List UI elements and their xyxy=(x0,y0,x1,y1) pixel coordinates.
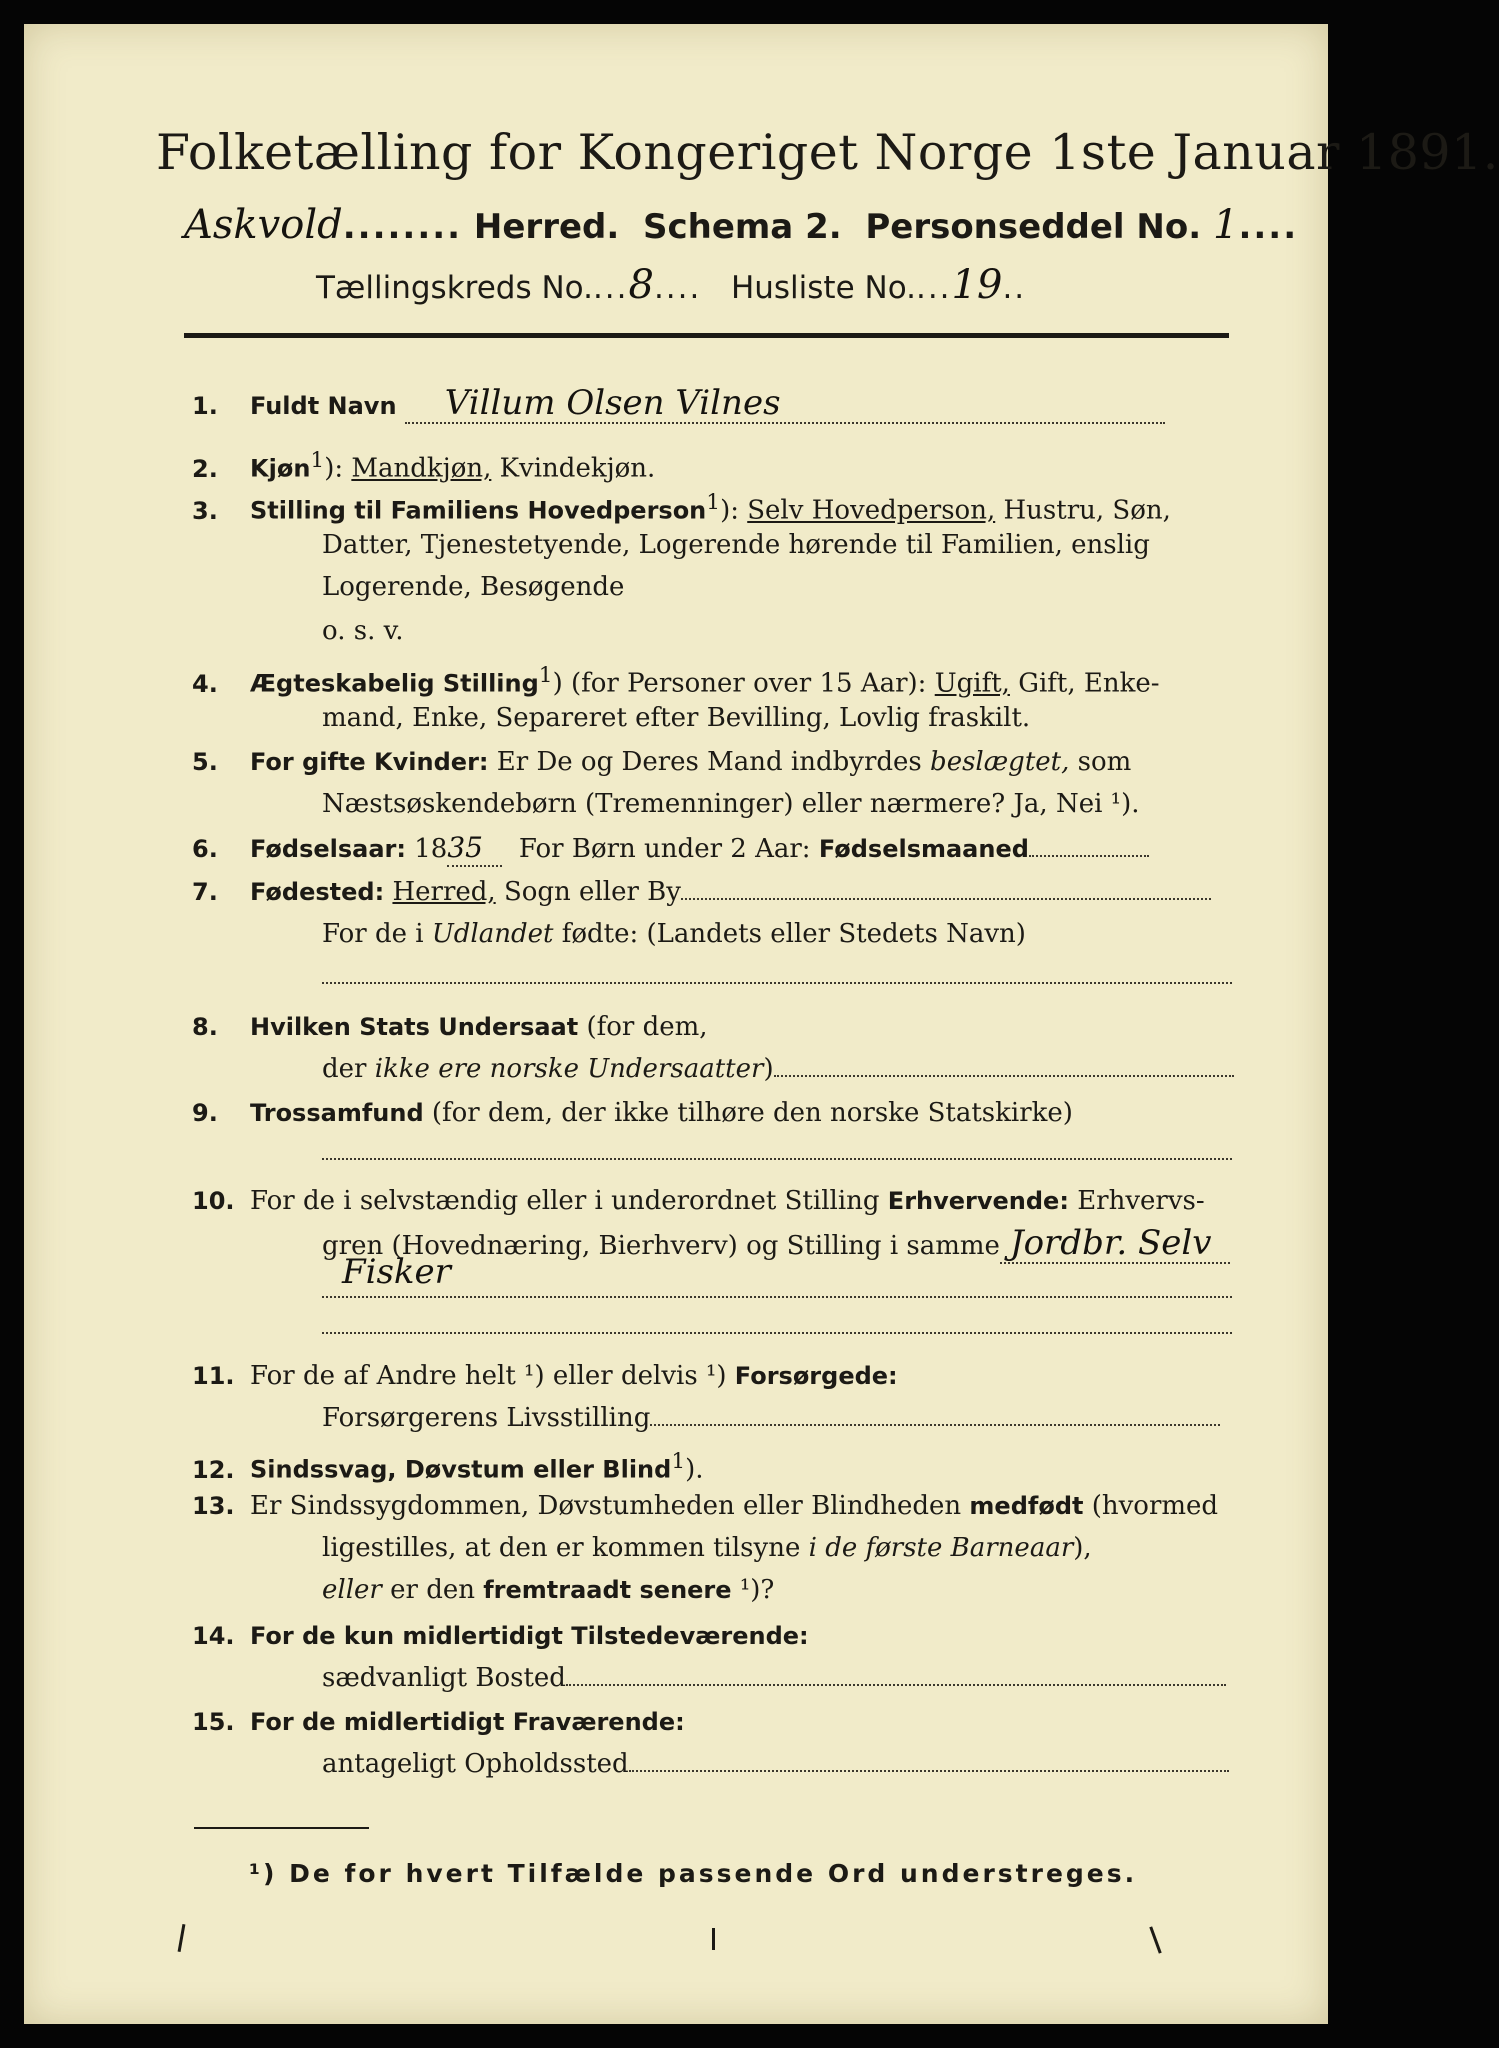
kreds-label: Tællingskreds No. xyxy=(316,270,593,306)
question-9: 9. Trossamfund (for dem, der ikke tilhøre den norske Statskirke) xyxy=(192,1098,1073,1128)
question-6: 6. Fødselsaar: 1835 For Børn under 2 Aar: Fødselsmaaned xyxy=(192,832,1232,867)
q10-secondary-value: Fisker xyxy=(342,1252,451,1292)
q1-label: Fuldt Navn xyxy=(250,392,397,420)
question-7: 7. Fødested: Herred, Sogn eller By xyxy=(192,876,1232,908)
q4-selected-option: Ugift, xyxy=(934,668,1010,699)
question-4: 4. Ægteskabelig Stilling$^1$) (for Personer over 15 Aar): Ugift, Gift, Enke- xyxy=(192,663,1160,699)
binding-mark-center xyxy=(712,1928,715,1950)
personseddel-value: 1 xyxy=(1213,202,1239,248)
form-title: Folketælling for Kongeriget Norge 1ste Januar 1891. xyxy=(156,124,1499,181)
q1-name-value: Villum Olsen Vilnes xyxy=(444,383,781,423)
question-1: 1. Fuldt Navn Villum Olsen Vilnes xyxy=(192,387,1232,424)
q2-selected-option: Mandkjøn, xyxy=(351,453,492,484)
question-15: 15. For de midlertidigt Fraværende: xyxy=(192,1708,685,1736)
personseddel-label: Personseddel No. xyxy=(865,207,1202,247)
question-5: 5. For gifte Kvinder: Er De og Deres Mand indbyrdes beslægtet, som xyxy=(192,747,1132,777)
kreds-value: 8 xyxy=(628,262,654,308)
header-line-kreds: Tællingskreds No....8.... Husliste No....19.. xyxy=(316,262,1027,308)
question-2: 2. Kjøn$^1$): Mandkjøn, Kvindekjøn. xyxy=(192,448,656,484)
question-14: 14. For de kun midlertidigt Tilstedeværende: xyxy=(192,1622,809,1650)
q7-selected-option: Herred, xyxy=(392,877,496,907)
header-divider xyxy=(184,333,1229,338)
question-3: 3. Stilling til Familiens Hovedperson$^1$): Selv Hovedperson, Hustru, Søn, xyxy=(192,490,1171,526)
footnote: ¹) De for hvert Tilfælde passende Ord understreges. xyxy=(249,1859,1138,1888)
question-11: 11. For de af Andre helt ¹) eller delvis ¹) Forsørgede: xyxy=(192,1361,898,1391)
q6-year-value: 35 xyxy=(447,831,483,864)
question-10: 10. For de i selvstændig eller i underordnet Stilling Erhvervende: Erhvervs- xyxy=(192,1186,1205,1216)
husliste-value: 19 xyxy=(951,262,1003,308)
schema-label: Schema 2. xyxy=(642,207,842,247)
question-12: 12. Sindssvag, Døvstum eller Blind$^1$). xyxy=(192,1449,704,1485)
binding-mark-left xyxy=(178,1924,186,1952)
footnote-divider xyxy=(194,1827,369,1829)
q3-selected-option: Selv Hovedperson, xyxy=(747,495,996,526)
husliste-label: Husliste No. xyxy=(730,270,916,306)
question-8: 8. Hvilken Stats Undersaat (for dem, xyxy=(192,1012,708,1042)
census-form-sheet: Folketælling for Kongeriget Norge 1ste Januar 1891. Askvold........ Herred. Schema 2. Personseddel No. 1.... Tællingskreds No....8.... Husliste No....19.. 1. Fuldt Navn Villum Olsen Vilnes 2. Kjøn$^1$): Mandkjøn, Kvindekjøn. 3. Stilling til Familiens Hovedperson$^1$): Selv Hovedperson, Hustru, Søn, Datter, Tjenestetyende, Logerende hørende til Familien, enslig Logerende, Besøgende o. s. v. 4. Ægteskabelig Stilling$^1$) (for Personer over 15 Aar): Ugift, Gift, Enke- mand, Enke, Separeret efter Bevilling, Lovlig fraskilt. 5. For gifte Kvinder: Er De og Deres Mand indbyrdes beslægtet, som Næstsøskendebørn (Tremenninger) eller nærmere? Ja, Nei ¹). 6. Fødselsaar: 1835 For Børn under 2 Aar: Fødselsmaaned 7. Fødested: Herred, Sogn eller By For de i Udlandet fødte: (Landets eller Stedets Navn) 8. Hvilken Stats Undersaat (for dem, der ikke ere norske Undersaatter) 9. Trossamfund (for dem, der ikke tilhøre den norske Statskirke) 10. For de i selvstændig eller i underordnet Stilling Erhvervende: Erhvervs- gren (Hovednæring, Bierhverv) og Stilling i samme Jordbr. Selv Fisker 11. For de af Andre helt ¹) eller delvis ¹) Forsørgede: Forsørgerens Livsstilling 12. Sindssvag, Døvstum eller Blind$^1$). 13. Er Sindssygdommen, Døvstumheden eller Blindheden medfødt (hvormed ligestilles, at den er kommen tilsyne i de første Barneaar), eller er den fremtraadt senere ¹)? 14. For de kun midlertidigt Tilstedeværende: sædvanligt Bosted 15. For de midlertidigt Fraværende: antageligt Opholdssted ¹) De for hvert Tilfælde passende Ord understreges. xyxy=(24,24,1328,2024)
question-13: 13. Er Sindssygdommen, Døvstumheden eller Blindheden medfødt (hvormed xyxy=(192,1491,1219,1521)
binding-mark-right xyxy=(1149,1926,1161,1953)
herred-label: Herred. xyxy=(473,207,620,247)
q1-field xyxy=(405,383,1165,424)
q10-occupation-value: Jordbr. Selv xyxy=(1009,1223,1212,1263)
herred-value: Askvold xyxy=(184,202,343,248)
header-line-herred: Askvold........ Herred. Schema 2. Personseddel No. 1.... xyxy=(184,202,1299,248)
